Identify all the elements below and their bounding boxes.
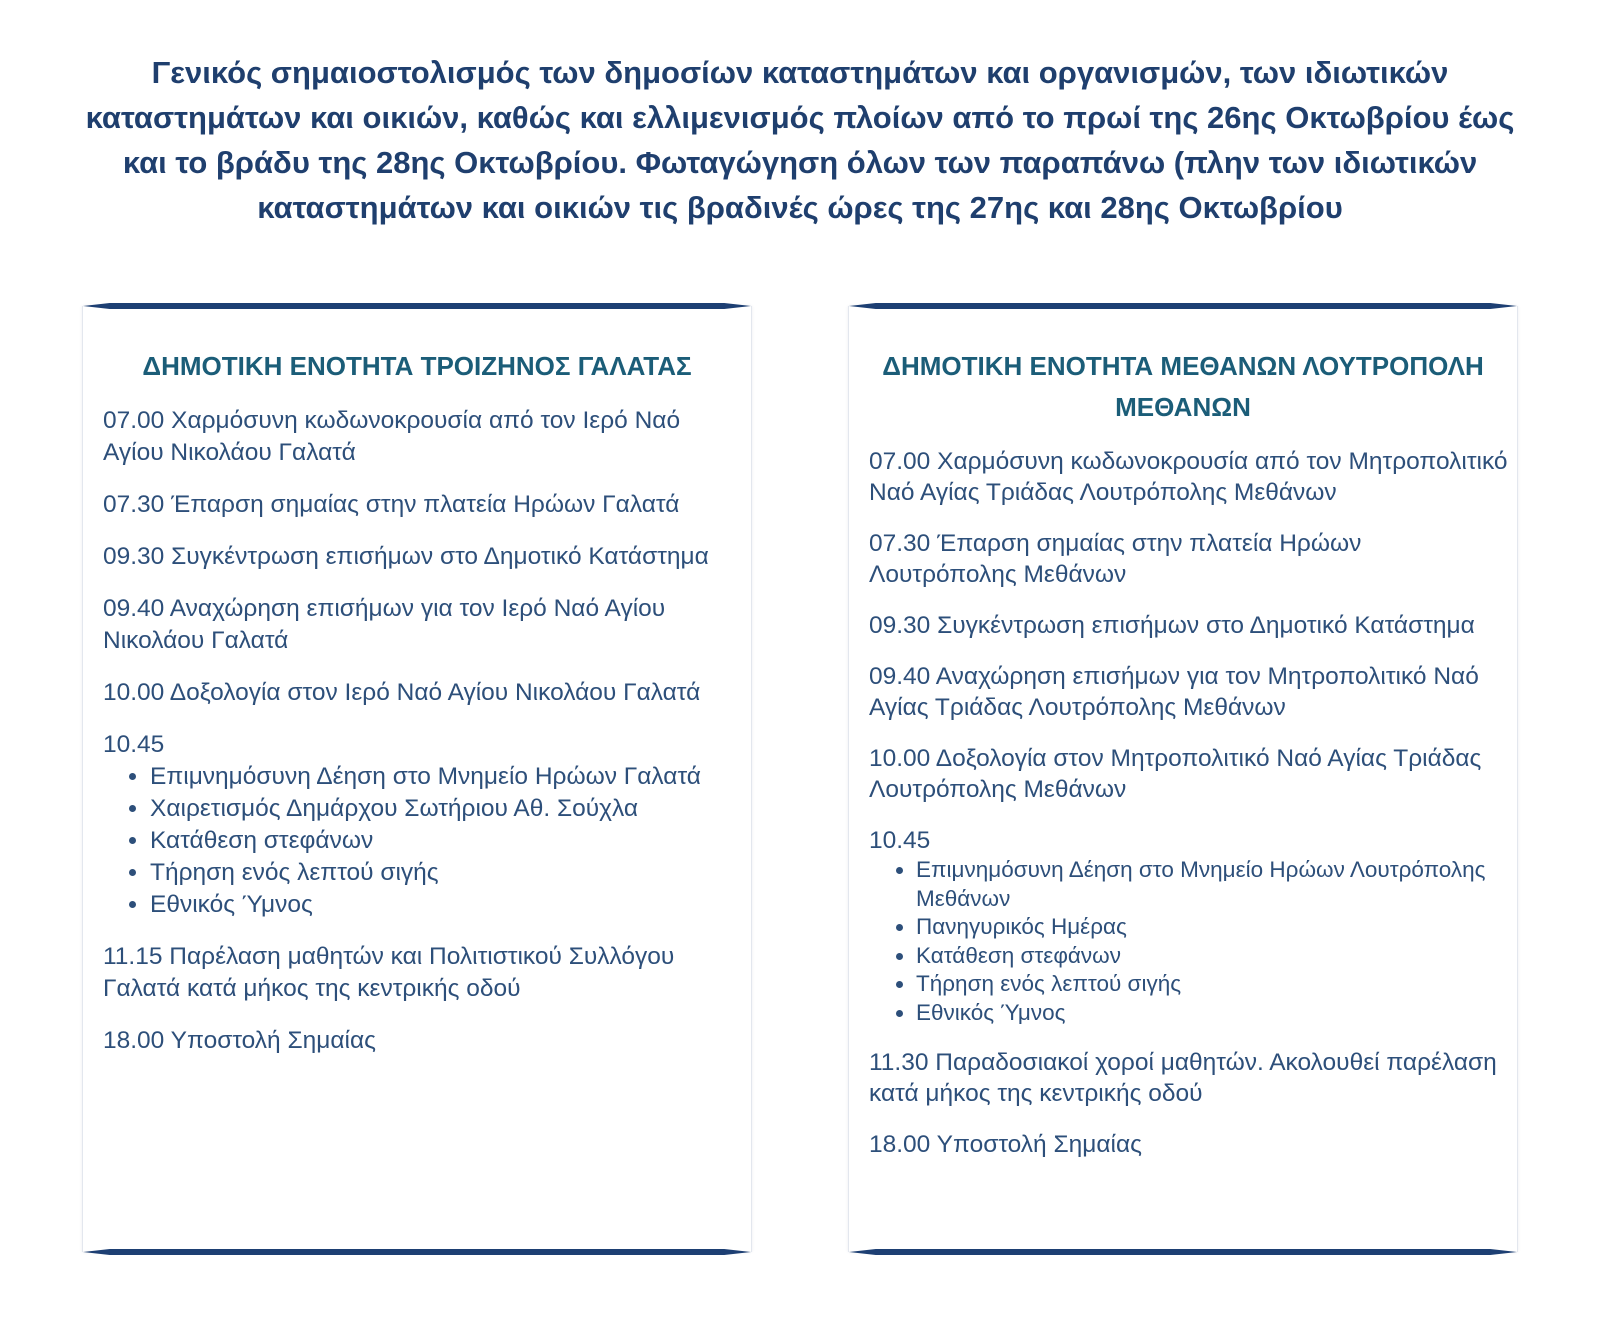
schedule-sublist: [869, 856, 1511, 1027]
schedule-entry: [869, 528, 1511, 590]
panel-bottom-rule: [83, 1249, 751, 1255]
schedule-entry-text: 09.40 Αναχώρηση επισήμων για τον Μητροπολιτικό Ναό Αγίας Τριάδας Λουτρόπολης Μεθάνων: [869, 663, 1479, 721]
schedule-entry: [103, 677, 745, 709]
schedule-entry-text: 09.40 Αναχώρηση επισήμων για τον Ιερό Ναό Αγίου Νικολάου Γαλατά: [103, 595, 666, 654]
schedule-entry: [869, 610, 1511, 641]
schedule-entry-text: 10.45: [869, 827, 931, 854]
panel-top-rule: [849, 303, 1517, 309]
schedule-entry: [103, 541, 745, 573]
sublist-item: • Εθνικός Ύμνος: [916, 999, 1511, 1028]
schedule-entry-text: 18.00 Υποστολή Σημαίας: [869, 1131, 1142, 1158]
sublist-item: • Πανηγυρικός Ημέρας: [916, 913, 1511, 942]
schedule-entry: [869, 446, 1511, 508]
schedule-entry: [869, 1129, 1511, 1160]
sublist-item: • Χαιρετισμός Δημάρχου Σωτήριου Αθ. Σούχλα: [150, 793, 745, 825]
sublist-item: • Επιμνημόσυνη Δέηση στο Μνημείο Ηρώων Λουτρόπολης Μεθάνων: [916, 856, 1511, 913]
schedule-panel-methana: [848, 306, 1518, 1252]
schedule-entry: [103, 593, 745, 657]
sublist-item: • Κατάθεση στεφάνων: [150, 825, 745, 857]
schedule-entry-text: 10.45: [103, 731, 165, 758]
schedule-entry-text: 07.30 Έπαρση σημαίας στην πλατεία Ηρώων Λουτρόπολης Μεθάνων: [869, 530, 1362, 588]
schedule-entry: [103, 489, 745, 521]
sublist-item: • Κατάθεση στεφάνων: [916, 942, 1511, 971]
schedule-entry-text: 10.00 Δοξολογία στον Ιερό Ναό Αγίου Νικολάου Γαλατά: [103, 679, 701, 706]
panel-bottom-rule: [849, 1249, 1517, 1255]
schedule-entry: [869, 1047, 1511, 1109]
sublist-item: • Εθνικός Ύμνος: [150, 889, 745, 921]
sublist-item: • Επιμνημόσυνη Δέηση στο Μνημείο Ηρώων Γαλατά: [150, 761, 745, 793]
schedule-entry: [869, 743, 1511, 805]
schedule-entry: [103, 1025, 745, 1057]
schedule-entry-text: 07.30 Έπαρση σημαίας στην πλατεία Ηρώων Γαλατά: [103, 491, 680, 518]
schedule-entry-text: 07.00 Χαρμόσυνη κωδωνοκρουσία από τον Ιερό Ναό Αγίου Νικολάου Γαλατά: [103, 407, 681, 466]
schedule-entry-text: 11.30 Παραδοσιακοί χοροί μαθητών. Ακολουθεί παρέλαση κατά μήκος της κεντρικής οδού: [869, 1049, 1497, 1107]
schedule-entry: [103, 941, 745, 1005]
panel-top-rule: [83, 303, 751, 309]
schedule-entry-with-subitems: [103, 729, 745, 921]
schedule-entry-text: 18.00 Υποστολή Σημαίας: [103, 1027, 376, 1054]
panel-title: ΔΗΜΟΤΙΚΗ ΕΝΟΤΗΤΑ ΤΡΟΙΖΗΝΟΣ ΓΑΛΑΤΑΣ: [142, 351, 692, 381]
schedule-entry: [103, 405, 745, 469]
sublist-item: • Τήρηση ενός λεπτού σιγής: [916, 970, 1511, 999]
schedule-entry: [869, 661, 1511, 723]
schedule-sublist: [103, 761, 745, 921]
schedule-entry-text: 10.00 Δοξολογία στον Μητροπολιτικό Ναό Αγίας Τριάδας Λουτρόπολης Μεθάνων: [869, 745, 1482, 803]
schedule-entry-text: 11.15 Παρέλαση μαθητών και Πολιτιστικού Συλλόγου Γαλατά κατά μήκος της κεντρικής οδού: [103, 943, 675, 1002]
schedule-list: [849, 446, 1517, 1160]
sublist-item: • Τήρηση ενός λεπτού σιγής: [150, 857, 745, 889]
page-headline: Γενικός σημαιοστολισμός των δημοσίων καταστημάτων και οργανισμών, των ιδιωτικών καταστημάτων και οικιών, καθώς και ελλιμενισμός πλοίων από το πρωί της 26ης Οκτωβρίου έως και το βράδυ της 28ης Οκτωβρίου. Φωταγώγηση όλων των παραπάνω (πλην των ιδιωτικών καταστημάτων και οικιών τις βραδινές ώρες της 27ης και 28ης Οκτωβρίου: [85, 55, 1515, 225]
schedule-entry-with-subitems: [869, 825, 1511, 1027]
schedule-entry-text: 09.30 Συγκέντρωση επισήμων στο Δημοτικό Κατάστημα: [103, 543, 709, 570]
schedule-list: [83, 405, 751, 1057]
schedule-entry-text: 07.00 Χαρμόσυνη κωδωνοκρουσία από τον Μητροπολιτικό Ναό Αγίας Τριάδας Λουτρόπολης Μεθάνων: [869, 448, 1508, 506]
panel-title: ΔΗΜΟΤΙΚΗ ΕΝΟΤΗΤΑ ΜΕΘΑΝΩΝ ΛΟΥΤΡΟΠΟΛΗ ΜΕΘΑΝΩΝ: [882, 351, 1484, 422]
schedule-panel-troizinos: [82, 306, 752, 1252]
schedule-entry-text: 09.30 Συγκέντρωση επισήμων στο Δημοτικό Κατάστημα: [869, 612, 1475, 639]
